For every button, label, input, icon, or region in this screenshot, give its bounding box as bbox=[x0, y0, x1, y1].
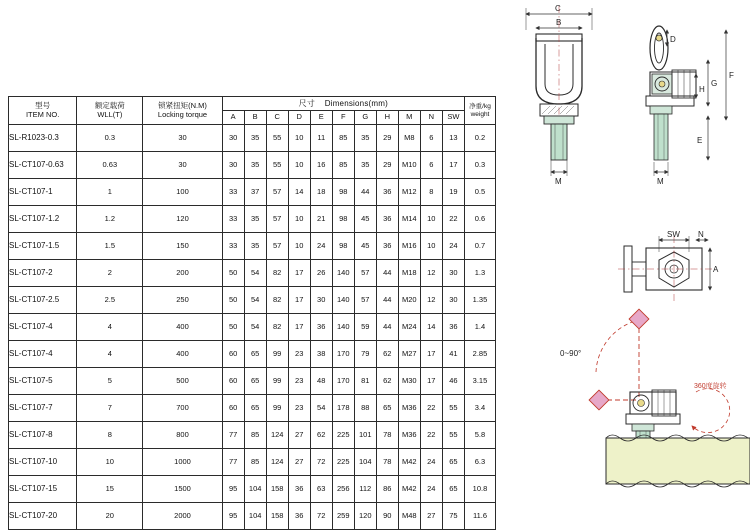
cell-model: SL-CT107-10 bbox=[9, 449, 77, 476]
cell-dim-a: 33 bbox=[222, 206, 244, 233]
cell-torque: 1000 bbox=[143, 449, 222, 476]
cell-dim-e: 38 bbox=[310, 341, 332, 368]
cell-weight: 1.3 bbox=[464, 260, 495, 287]
dim-label-g: G bbox=[711, 79, 718, 88]
cell-dim-n: 17 bbox=[420, 368, 442, 395]
cell-dim-d: 27 bbox=[288, 422, 310, 449]
cell-dim-h: 29 bbox=[376, 125, 398, 152]
cell-wll: 1.2 bbox=[77, 206, 143, 233]
cell-dim-n: 14 bbox=[420, 314, 442, 341]
cell-dim-c: 57 bbox=[266, 179, 288, 206]
cell-model: SL-CT107-8 bbox=[9, 422, 77, 449]
cell-dim-e: 36 bbox=[310, 314, 332, 341]
cell-dim-a: 60 bbox=[222, 341, 244, 368]
table-row bbox=[9, 125, 496, 152]
cell-dim-g: 57 bbox=[354, 287, 376, 314]
cell-dim-n: 8 bbox=[420, 179, 442, 206]
cell-dim-h: 36 bbox=[376, 206, 398, 233]
cell-dim-m: M10 bbox=[398, 152, 420, 179]
cell-dim-e: 62 bbox=[310, 422, 332, 449]
cell-dim-d: 17 bbox=[288, 287, 310, 314]
table-row bbox=[9, 260, 496, 287]
cell-torque: 700 bbox=[143, 395, 222, 422]
header-torque-en: Locking torque bbox=[157, 109, 208, 119]
cell-dim-g: 79 bbox=[354, 341, 376, 368]
dim-label-e: E bbox=[697, 136, 703, 145]
cell-dim-sw: 46 bbox=[442, 368, 464, 395]
cell-dim-c: 82 bbox=[266, 287, 288, 314]
dim-label-d: D bbox=[670, 35, 676, 44]
specification-table-container bbox=[8, 96, 496, 530]
cell-dim-n: 27 bbox=[420, 503, 442, 530]
header-dim-h: H bbox=[376, 111, 398, 125]
cell-dim-c: 99 bbox=[266, 395, 288, 422]
cell-model: SL-CT107-1.5 bbox=[9, 233, 77, 260]
table-header bbox=[9, 97, 496, 125]
cell-dim-c: 57 bbox=[266, 206, 288, 233]
header-dimensions bbox=[222, 97, 464, 111]
cell-weight: 1.35 bbox=[464, 287, 495, 314]
cell-weight: 6.3 bbox=[464, 449, 495, 476]
cell-wll: 2 bbox=[77, 260, 143, 287]
cell-dim-c: 158 bbox=[266, 476, 288, 503]
cell-dim-d: 10 bbox=[288, 233, 310, 260]
cell-wll: 0.63 bbox=[77, 152, 143, 179]
cell-dim-g: 120 bbox=[354, 503, 376, 530]
cell-dim-f: 170 bbox=[332, 341, 354, 368]
table-row bbox=[9, 395, 496, 422]
cell-model: SL-CT107-20 bbox=[9, 503, 77, 530]
cell-dim-sw: 22 bbox=[442, 206, 464, 233]
cell-dim-b: 65 bbox=[244, 395, 266, 422]
cell-dim-d: 36 bbox=[288, 476, 310, 503]
cell-dim-f: 259 bbox=[332, 503, 354, 530]
front-view-drawing bbox=[526, 4, 592, 186]
cell-model: SL-CT107-15 bbox=[9, 476, 77, 503]
cell-dim-c: 124 bbox=[266, 449, 288, 476]
cell-dim-h: 78 bbox=[376, 449, 398, 476]
cell-dim-sw: 17 bbox=[442, 152, 464, 179]
cell-dim-sw: 55 bbox=[442, 395, 464, 422]
table-row bbox=[9, 476, 496, 503]
cell-weight: 5.8 bbox=[464, 422, 495, 449]
cell-weight: 11.6 bbox=[464, 503, 495, 530]
cell-dim-n: 22 bbox=[420, 422, 442, 449]
cell-dim-m: M48 bbox=[398, 503, 420, 530]
cell-wll: 1 bbox=[77, 179, 143, 206]
header-weight-en: weight bbox=[470, 110, 490, 118]
cell-dim-g: 45 bbox=[354, 206, 376, 233]
cell-dim-h: 44 bbox=[376, 287, 398, 314]
header-wll bbox=[77, 97, 143, 125]
cell-torque: 500 bbox=[143, 368, 222, 395]
cell-weight: 2.85 bbox=[464, 341, 495, 368]
cell-dim-sw: 30 bbox=[442, 260, 464, 287]
cell-dim-m: M36 bbox=[398, 395, 420, 422]
table-row bbox=[9, 179, 496, 206]
cell-dim-a: 95 bbox=[222, 503, 244, 530]
cell-dim-g: 57 bbox=[354, 260, 376, 287]
cell-model: SL-CT107-7 bbox=[9, 395, 77, 422]
cell-model: SL-CT107-0.63 bbox=[9, 152, 77, 179]
cell-dim-sw: 19 bbox=[442, 179, 464, 206]
cell-dim-c: 55 bbox=[266, 125, 288, 152]
cell-torque: 250 bbox=[143, 287, 222, 314]
table-row bbox=[9, 368, 496, 395]
cell-dim-e: 72 bbox=[310, 503, 332, 530]
cell-wll: 4 bbox=[77, 341, 143, 368]
cell-dim-d: 27 bbox=[288, 449, 310, 476]
cell-dim-f: 98 bbox=[332, 233, 354, 260]
cell-dim-g: 81 bbox=[354, 368, 376, 395]
cell-dim-b: 85 bbox=[244, 422, 266, 449]
cell-dim-a: 95 bbox=[222, 476, 244, 503]
cell-dim-d: 10 bbox=[288, 125, 310, 152]
cell-dim-m: M14 bbox=[398, 206, 420, 233]
cell-dim-f: 98 bbox=[332, 179, 354, 206]
cell-dim-b: 104 bbox=[244, 476, 266, 503]
header-torque bbox=[143, 97, 222, 125]
cell-dim-sw: 75 bbox=[442, 503, 464, 530]
technical-drawing-panel bbox=[500, 0, 750, 495]
cell-dim-n: 6 bbox=[420, 125, 442, 152]
cell-dim-h: 44 bbox=[376, 314, 398, 341]
cell-dim-b: 54 bbox=[244, 287, 266, 314]
cell-dim-e: 63 bbox=[310, 476, 332, 503]
cell-dim-d: 17 bbox=[288, 314, 310, 341]
cell-dim-n: 12 bbox=[420, 287, 442, 314]
cell-model: SL-CT107-5 bbox=[9, 368, 77, 395]
cell-dim-d: 10 bbox=[288, 206, 310, 233]
cell-dim-e: 11 bbox=[310, 125, 332, 152]
cell-dim-b: 85 bbox=[244, 449, 266, 476]
cell-torque: 2000 bbox=[143, 503, 222, 530]
dim-label-h: H bbox=[699, 85, 705, 94]
header-dim-b: B bbox=[244, 111, 266, 125]
cell-dim-f: 85 bbox=[332, 152, 354, 179]
cell-dim-sw: 65 bbox=[442, 449, 464, 476]
cell-dim-d: 23 bbox=[288, 341, 310, 368]
cell-dim-sw: 24 bbox=[442, 233, 464, 260]
cell-weight: 3.4 bbox=[464, 395, 495, 422]
cell-dim-m: M42 bbox=[398, 476, 420, 503]
cell-dim-sw: 55 bbox=[442, 422, 464, 449]
cell-model: SL-CT107-1.2 bbox=[9, 206, 77, 233]
cell-dim-h: 90 bbox=[376, 503, 398, 530]
header-wll-en: WLL(T) bbox=[97, 109, 123, 119]
cell-dim-g: 45 bbox=[354, 233, 376, 260]
cell-torque: 150 bbox=[143, 233, 222, 260]
header-model-cn: 型号 bbox=[35, 100, 51, 110]
dim-label-f: F bbox=[729, 71, 734, 80]
cell-dim-a: 77 bbox=[222, 449, 244, 476]
cell-dim-sw: 41 bbox=[442, 341, 464, 368]
articulation-diagram bbox=[560, 309, 750, 487]
cell-dim-b: 54 bbox=[244, 260, 266, 287]
cell-dim-f: 140 bbox=[332, 287, 354, 314]
cell-dim-n: 10 bbox=[420, 206, 442, 233]
cell-dim-c: 82 bbox=[266, 260, 288, 287]
table-row bbox=[9, 287, 496, 314]
cell-dim-a: 30 bbox=[222, 125, 244, 152]
cell-dim-g: 35 bbox=[354, 152, 376, 179]
cell-wll: 15 bbox=[77, 476, 143, 503]
cell-wll: 4 bbox=[77, 314, 143, 341]
cell-dim-e: 26 bbox=[310, 260, 332, 287]
cell-dim-f: 225 bbox=[332, 422, 354, 449]
cell-dim-c: 158 bbox=[266, 503, 288, 530]
cell-torque: 120 bbox=[143, 206, 222, 233]
cell-wll: 8 bbox=[77, 422, 143, 449]
cell-dim-a: 60 bbox=[222, 368, 244, 395]
cell-weight: 0.5 bbox=[464, 179, 495, 206]
cell-dim-d: 10 bbox=[288, 152, 310, 179]
header-dim-c: C bbox=[266, 111, 288, 125]
cell-weight: 0.6 bbox=[464, 206, 495, 233]
cell-dim-n: 12 bbox=[420, 260, 442, 287]
cell-dim-n: 22 bbox=[420, 395, 442, 422]
cell-dim-f: 178 bbox=[332, 395, 354, 422]
cell-dim-b: 35 bbox=[244, 206, 266, 233]
cell-dim-d: 17 bbox=[288, 260, 310, 287]
cell-dim-d: 14 bbox=[288, 179, 310, 206]
table-row bbox=[9, 314, 496, 341]
cell-dim-f: 140 bbox=[332, 260, 354, 287]
cell-dim-h: 62 bbox=[376, 341, 398, 368]
cell-model: SL-CT107-2.5 bbox=[9, 287, 77, 314]
header-model-en: ITEM NO. bbox=[25, 109, 60, 119]
cell-dim-h: 36 bbox=[376, 179, 398, 206]
header-weight-cn: 净重/kg bbox=[469, 103, 491, 111]
cell-wll: 10 bbox=[77, 449, 143, 476]
cell-torque: 400 bbox=[143, 314, 222, 341]
cell-dim-h: 29 bbox=[376, 152, 398, 179]
cell-torque: 1500 bbox=[143, 476, 222, 503]
cell-wll: 1.5 bbox=[77, 233, 143, 260]
cell-dim-g: 44 bbox=[354, 179, 376, 206]
cell-dim-m: M24 bbox=[398, 314, 420, 341]
cell-dim-n: 24 bbox=[420, 449, 442, 476]
cell-dim-h: 78 bbox=[376, 422, 398, 449]
header-weight bbox=[464, 97, 495, 125]
cell-dim-g: 35 bbox=[354, 125, 376, 152]
header-dim-g: G bbox=[354, 111, 376, 125]
table-row bbox=[9, 341, 496, 368]
dim-label-sw: SW bbox=[667, 230, 680, 239]
cell-dim-e: 30 bbox=[310, 287, 332, 314]
table-row bbox=[9, 503, 496, 530]
cell-model: SL-CT107-4 bbox=[9, 314, 77, 341]
cell-wll: 0.3 bbox=[77, 125, 143, 152]
cell-weight: 3.15 bbox=[464, 368, 495, 395]
dim-label-c: C bbox=[555, 4, 561, 13]
cell-model: SL-R1023-0.3 bbox=[9, 125, 77, 152]
cell-torque: 800 bbox=[143, 422, 222, 449]
header-model bbox=[9, 97, 77, 125]
cell-dim-m: M16 bbox=[398, 233, 420, 260]
cell-dim-b: 54 bbox=[244, 314, 266, 341]
cell-dim-e: 18 bbox=[310, 179, 332, 206]
cell-dim-m: M18 bbox=[398, 260, 420, 287]
cell-dim-m: M8 bbox=[398, 125, 420, 152]
cell-wll: 20 bbox=[77, 503, 143, 530]
cell-dim-sw: 36 bbox=[442, 314, 464, 341]
cell-weight: 1.4 bbox=[464, 314, 495, 341]
header-torque-cn: 锁紧扭矩(N.M) bbox=[158, 100, 207, 110]
header-wll-cn: 额定载荷 bbox=[94, 100, 125, 110]
cell-dim-e: 24 bbox=[310, 233, 332, 260]
dim-label-a: A bbox=[713, 265, 719, 274]
cell-dim-g: 88 bbox=[354, 395, 376, 422]
cell-dim-a: 77 bbox=[222, 422, 244, 449]
cell-weight: 0.2 bbox=[464, 125, 495, 152]
header-dim-a: A bbox=[222, 111, 244, 125]
cell-dim-e: 16 bbox=[310, 152, 332, 179]
cell-dim-h: 36 bbox=[376, 233, 398, 260]
header-dimensions-cn: 尺寸 bbox=[298, 98, 316, 108]
cell-dim-g: 104 bbox=[354, 449, 376, 476]
header-dimensions-en: Dimensions(mm) bbox=[324, 98, 388, 108]
cell-dim-a: 50 bbox=[222, 314, 244, 341]
cell-dim-h: 44 bbox=[376, 260, 398, 287]
cell-torque: 30 bbox=[143, 152, 222, 179]
specification-table bbox=[8, 96, 496, 530]
cell-dim-sw: 13 bbox=[442, 125, 464, 152]
table-body bbox=[9, 125, 496, 530]
cell-dim-g: 112 bbox=[354, 476, 376, 503]
header-dim-m: M bbox=[398, 111, 420, 125]
cell-dim-b: 35 bbox=[244, 233, 266, 260]
cell-dim-d: 36 bbox=[288, 503, 310, 530]
cell-dim-c: 55 bbox=[266, 152, 288, 179]
cell-dim-n: 6 bbox=[420, 152, 442, 179]
cell-dim-a: 33 bbox=[222, 233, 244, 260]
cell-torque: 30 bbox=[143, 125, 222, 152]
cell-weight: 10.8 bbox=[464, 476, 495, 503]
cell-dim-e: 54 bbox=[310, 395, 332, 422]
cell-dim-a: 50 bbox=[222, 287, 244, 314]
dim-label-n: N bbox=[698, 230, 704, 239]
cell-dim-e: 48 bbox=[310, 368, 332, 395]
cell-weight: 0.3 bbox=[464, 152, 495, 179]
side-view-drawing bbox=[646, 26, 734, 186]
table-row bbox=[9, 206, 496, 233]
cell-dim-b: 37 bbox=[244, 179, 266, 206]
cell-dim-c: 124 bbox=[266, 422, 288, 449]
cell-dim-a: 50 bbox=[222, 260, 244, 287]
cell-dim-f: 256 bbox=[332, 476, 354, 503]
header-dim-e: E bbox=[310, 111, 332, 125]
cell-dim-m: M42 bbox=[398, 449, 420, 476]
cell-dim-f: 140 bbox=[332, 314, 354, 341]
dim-label-m-side: M bbox=[657, 177, 664, 186]
cell-dim-b: 35 bbox=[244, 125, 266, 152]
cell-model: SL-CT107-1 bbox=[9, 179, 77, 206]
plan-view-drawing bbox=[618, 230, 719, 302]
cell-dim-h: 86 bbox=[376, 476, 398, 503]
cell-dim-e: 21 bbox=[310, 206, 332, 233]
cell-dim-m: M30 bbox=[398, 368, 420, 395]
cell-dim-d: 23 bbox=[288, 395, 310, 422]
cell-dim-n: 10 bbox=[420, 233, 442, 260]
cell-dim-a: 60 bbox=[222, 395, 244, 422]
header-dim-sw: SW bbox=[442, 111, 464, 125]
cell-dim-n: 17 bbox=[420, 341, 442, 368]
cell-dim-f: 170 bbox=[332, 368, 354, 395]
cell-dim-c: 99 bbox=[266, 341, 288, 368]
cell-dim-m: M36 bbox=[398, 422, 420, 449]
cell-torque: 100 bbox=[143, 179, 222, 206]
cell-dim-f: 85 bbox=[332, 125, 354, 152]
cell-dim-b: 65 bbox=[244, 341, 266, 368]
table-row bbox=[9, 422, 496, 449]
cell-dim-h: 62 bbox=[376, 368, 398, 395]
cell-model: SL-CT107-2 bbox=[9, 260, 77, 287]
cell-dim-f: 225 bbox=[332, 449, 354, 476]
header-dim-n: N bbox=[420, 111, 442, 125]
cell-wll: 7 bbox=[77, 395, 143, 422]
cell-weight: 0.7 bbox=[464, 233, 495, 260]
cell-dim-b: 104 bbox=[244, 503, 266, 530]
cell-dim-b: 35 bbox=[244, 152, 266, 179]
header-dim-d: D bbox=[288, 111, 310, 125]
cell-torque: 200 bbox=[143, 260, 222, 287]
cell-dim-sw: 65 bbox=[442, 476, 464, 503]
cell-dim-m: M27 bbox=[398, 341, 420, 368]
cell-dim-g: 59 bbox=[354, 314, 376, 341]
cell-dim-d: 23 bbox=[288, 368, 310, 395]
rotation-label: 360度旋转 bbox=[694, 383, 727, 390]
cell-dim-sw: 30 bbox=[442, 287, 464, 314]
cell-wll: 2.5 bbox=[77, 287, 143, 314]
cell-dim-m: M12 bbox=[398, 179, 420, 206]
table-row bbox=[9, 449, 496, 476]
cell-dim-b: 65 bbox=[244, 368, 266, 395]
cell-dim-a: 30 bbox=[222, 152, 244, 179]
cell-dim-n: 24 bbox=[420, 476, 442, 503]
cell-dim-a: 33 bbox=[222, 179, 244, 206]
angle-range-label: 0~90° bbox=[560, 349, 582, 358]
cell-dim-f: 98 bbox=[332, 206, 354, 233]
dim-label-b: B bbox=[556, 18, 562, 27]
cell-wll: 5 bbox=[77, 368, 143, 395]
table-row bbox=[9, 152, 496, 179]
cell-model: SL-CT107-4 bbox=[9, 341, 77, 368]
cell-dim-e: 72 bbox=[310, 449, 332, 476]
table-row bbox=[9, 233, 496, 260]
cell-dim-c: 57 bbox=[266, 233, 288, 260]
cell-dim-c: 99 bbox=[266, 368, 288, 395]
header-dim-f: F bbox=[332, 111, 354, 125]
table-header-row-1 bbox=[9, 97, 496, 111]
cell-torque: 400 bbox=[143, 341, 222, 368]
cell-dim-c: 82 bbox=[266, 314, 288, 341]
cell-dim-h: 65 bbox=[376, 395, 398, 422]
cell-dim-g: 101 bbox=[354, 422, 376, 449]
cell-dim-m: M20 bbox=[398, 287, 420, 314]
dim-label-m: M bbox=[555, 177, 562, 186]
